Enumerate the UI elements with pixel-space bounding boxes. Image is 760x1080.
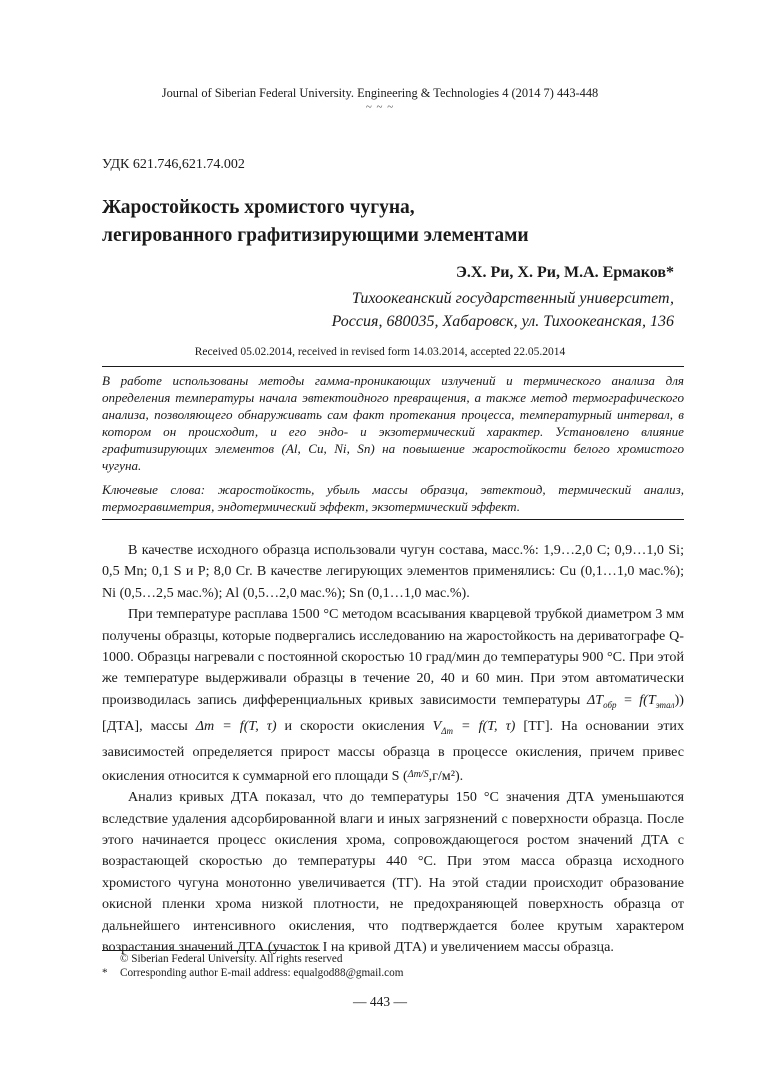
- affiliation: [332, 287, 674, 333]
- received-dates: Received 05.02.2014, received in revised form 14.03.2014, accepted 22.05.2014: [194, 346, 566, 358]
- abstract-top-rule: [102, 366, 684, 367]
- footnote-corresponding: * Corresponding author E-mail address: equalgod88@gmail.com: [102, 967, 404, 979]
- title-line-1: Жаростойкость хромистого чугуна,: [102, 197, 415, 218]
- body-paragraph-1: В качестве исходного образца использовали чугун состава, масс.%: 1,9…2,0 C; 0,9…1,0 Si; 0,5 Mn; 0,1 S и P; 8,0 Cr. В качестве легирующих элементов применялись: Cu (0,1…1,0 мас.%); Ni (0,5…2,5 мас.%); Al (0,5…2,0 мас.%); Sn (0,1…1,0 мас.%).: [102, 542, 684, 601]
- article-body: [102, 540, 684, 958]
- journal-header: Journal of Siberian Federal University. Engineering & Technologies 4 (2014 7) 443-448: [161, 86, 599, 100]
- abstract: В работе использованы методы гамма-проникающих излучений и термического анализа для определения температуры начала эвтектоидного превращения, а также метод термографического анализа, позволяющего обнаруживать сам факт протекания процесса, температурный интервал, в котором он происходит, и его эндо- и экзотермический характер. Установлено влияние графитизирующих элементов (Al, Cu, Ni, Sn) на повышение жаростойкости белого хромистого чугуна.: [102, 373, 684, 473]
- article-title: [102, 194, 702, 250]
- affiliation-line-1: Тихоокеанский государственный университет,: [351, 290, 674, 307]
- abstract-bottom-rule: [102, 519, 684, 520]
- title-line-2: легированного графитизирующими элементами: [102, 225, 529, 246]
- affiliation-line-2: Россия, 680035, Хабаровск, ул. Тихоокеанская, 136: [331, 313, 674, 330]
- page-number: — 443 —: [353, 994, 407, 1009]
- keywords: Ключевые слова: жаростойкость, убыль массы образца, эвтектоид, термический анализ, термогравиметрия, эндотермический эффект, экзотермический эффект.: [102, 482, 684, 514]
- body-paragraph-3: Анализ кривых ДТА показал, что до температуры 150 °C значения ДТА уменьшаются вследствие удаления адсорбированной влаги и иных загрязнений с поверхности образца. После этого начинается процесс окисления хрома, сопровождающегося ростом значений ДТА с возрастающей скоростью до температуры 440 °C. При этом масса образца исходного хромистого чугуна монотонно увеличивается (ТГ). На этой стадии происходит образование окисной пленки хрома низкой плотности, не предохраняющей поверхность образца от дальнейшего интенсивного окисления, что подтверждается более крутым характером возрастания значений ДТА (участок I на кривой ДТА) и увеличением массы образца.: [102, 789, 684, 955]
- udk-code: УДК 621.746,621.74.002: [102, 157, 245, 172]
- footnote-copyright: © Siberian Federal University. All rights reserved: [120, 953, 343, 965]
- body-paragraph-2: При температуре расплава 1500 °C методом всасывания кварцевой трубкой диаметром 3 мм получены образцы, которые подвергались исследованию на жаростойкость на дериватографе Q-1000. Образцы нагревали с постоянной скоростью 10 град/мин до температуры 900 °C. При этой же температуре выдерживали образцы в течение 20, 40 и 60 мин. При этом автоматически производилась запись дифференциальных кривых зависимости температуры $\Delta T_{обр} = f(T_{этал})$) [ДТА], массы Δm = f(T, τ) и скорости окисления $V_{\Delta m} = f(T$, τ) [ТГ]. На основании этих зависимостей определяется прирост массы образца в процессе окисления, причем привес окисления относится к суммарной его площади S ($^{\Delta m/S}$,г/м²).: [102, 606, 684, 784]
- header-ornament: ~ ~ ~: [365, 101, 395, 113]
- footnote-rule: [102, 950, 320, 951]
- authors: Э.Х. Ри, Х. Ри, М.А. Ермаков*: [456, 264, 674, 281]
